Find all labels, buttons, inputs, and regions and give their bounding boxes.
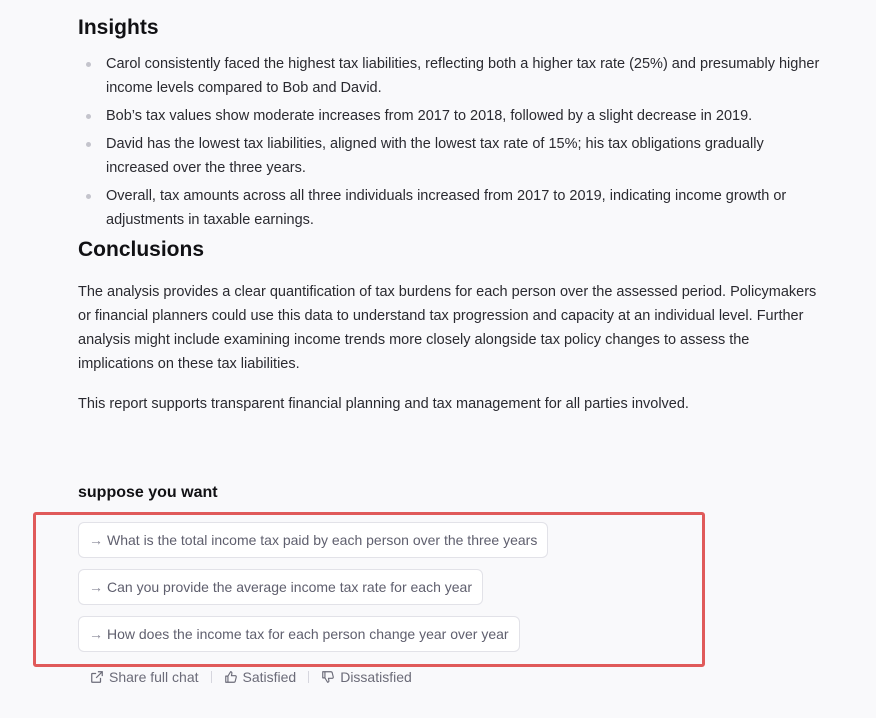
suggestion-label: What is the total income tax paid by each person over the three years — [107, 532, 538, 548]
divider — [308, 671, 309, 683]
feedback-actions — [90, 669, 412, 685]
list-item — [78, 104, 828, 128]
share-full-chat-button[interactable] — [90, 669, 199, 685]
list-item-text: David has the lowest tax liabilities, aligned with the lowest tax rate of 15%; his tax obligations gradually increased over the three years. — [106, 136, 764, 176]
satisfied-button[interactable] — [224, 669, 297, 685]
share-label: Share full chat — [109, 669, 199, 685]
insights-list — [78, 52, 828, 232]
dissatisfied-button[interactable] — [321, 669, 412, 685]
list-item — [78, 52, 828, 100]
arrow-right-icon: → — [89, 626, 103, 642]
dissatisfied-label: Dissatisfied — [340, 669, 412, 685]
suggestion-label: How does the income tax for each person change year over year — [107, 626, 509, 642]
thumbs-down-icon — [321, 670, 335, 684]
divider — [211, 671, 212, 683]
conclusions-paragraph: This report supports transparent financial planning and tax management for all parties involved. — [78, 396, 689, 412]
report-content — [78, 14, 828, 416]
bullet-icon — [86, 62, 91, 67]
conclusions-paragraph: The analysis provides a clear quantification of tax burdens for each person over the assessed period. Policymakers or financial planners could use this data to understand tax progression and capacity at an individual level. Further analysis might include examining income trends more closely alongside tax policy changes to assess the implications on these tax liabilities. — [78, 284, 817, 372]
list-item-text: Bob’s tax values show moderate increases from 2017 to 2018, followed by a slight decrease in 2019. — [106, 108, 753, 124]
list-item-text: Overall, tax amounts across all three individuals increased from 2017 to 2019, indicating income growth or adjustments in taxable earnings. — [106, 188, 787, 228]
arrow-right-icon: → — [89, 579, 103, 595]
suggestion-label: Can you provide the average income tax rate for each year — [107, 579, 472, 595]
arrow-right-icon: → — [89, 532, 103, 548]
insights-heading: Insights — [78, 16, 159, 39]
suggestion-button[interactable] — [78, 522, 548, 558]
conclusions-heading: Conclusions — [78, 238, 205, 261]
suggestions-title: suppose you want — [78, 484, 218, 501]
bullet-icon — [86, 194, 91, 199]
bullet-icon — [86, 114, 91, 119]
list-item — [78, 132, 828, 180]
thumbs-up-icon — [224, 670, 238, 684]
suggestion-button[interactable] — [78, 569, 483, 605]
bullet-icon — [86, 142, 91, 147]
list-item — [78, 184, 828, 232]
list-item-text: Carol consistently faced the highest tax liabilities, reflecting both a higher tax rate (25%) and presumably higher income levels compared to Bob and David. — [106, 56, 820, 96]
share-icon — [90, 670, 104, 684]
suggestions-list — [78, 522, 548, 663]
satisfied-label: Satisfied — [242, 669, 297, 685]
suggestion-button[interactable] — [78, 616, 520, 652]
